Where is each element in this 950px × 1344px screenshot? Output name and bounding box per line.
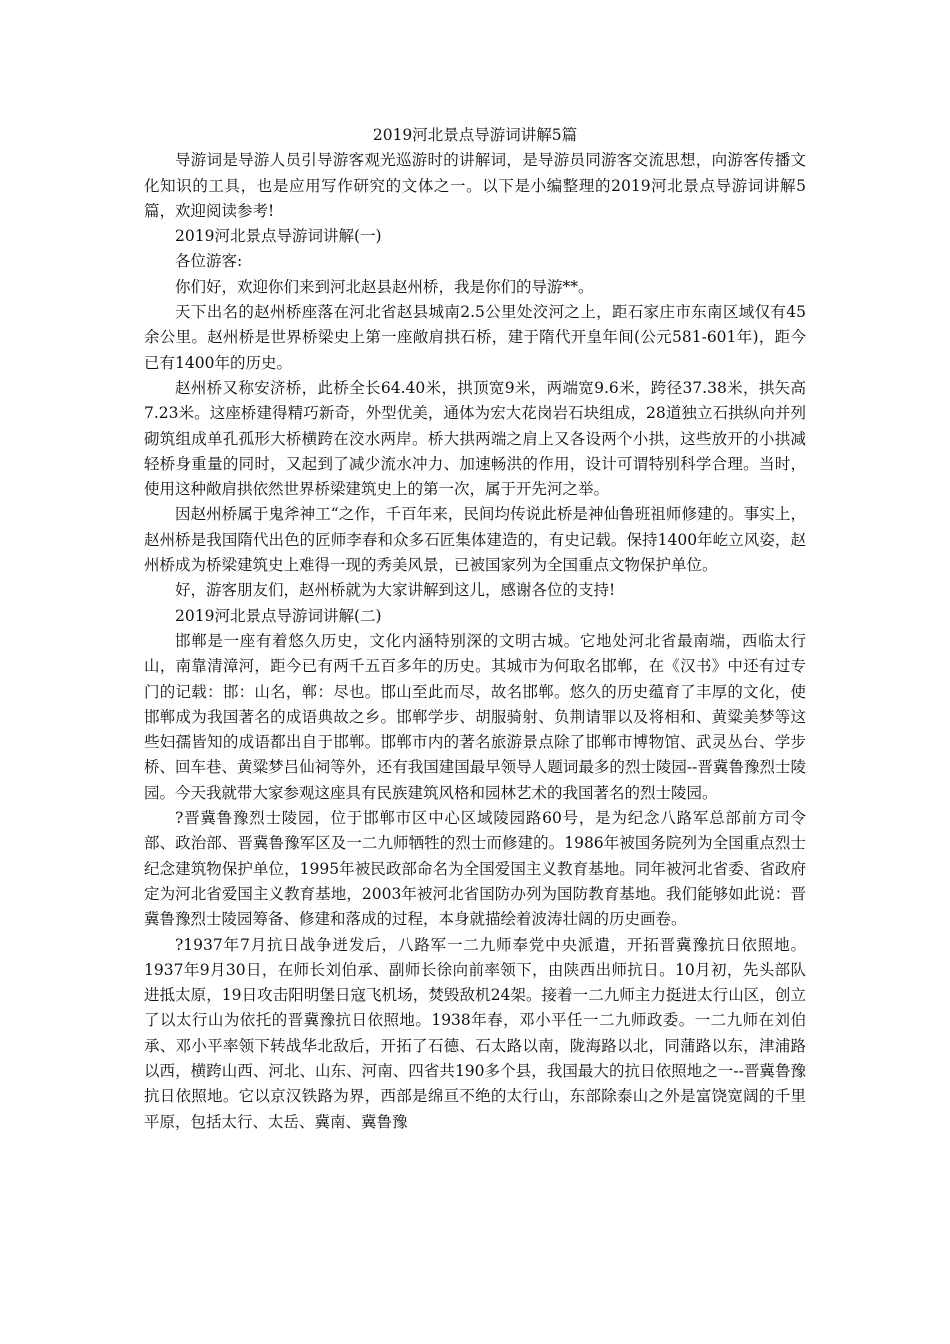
body-paragraph: 邯郸是一座有着悠久历史，文化内涵特别深的文明古城。它地处河北省最南端，西临太行山，南靠清漳河，距今已有两千五百多年的历史。其城市为何取名邯郸，在《汉书》中还有过专门的记载：邯：山名，郸：尽也。邯山至此而尽，故名邯郸。悠久的历史蕴育了丰厚的文化，使邯郸成为我国著名的成语典故之乡。邯郸学步、胡服骑射、负荆请罪以及将相和、黄粱美梦等这些妇孺皆知的成语都出自于邯郸。邯郸市内的著名旅游景点除了邯郸市博物馆、武灵丛台、学步桥、回车巷、黄粱梦吕仙祠等外，还有我国建国最早领导人题词最多的烈士陵园--晋冀鲁豫烈士陵园。今天我就带大家参观这座具有民族建筑风格和园林艺术的我国著名的烈士陵园。 [144, 631, 806, 802]
document-body [144, 123, 806, 1135]
document-title: 2019河北景点导游词讲解5篇 [372, 126, 578, 144]
body-paragraph: 好，游客朋友们，赵州桥就为大家讲解到这儿，感谢各位的支持! [175, 581, 616, 600]
section-heading-1: 2019河北景点导游词讲解(一) [175, 227, 382, 246]
body-paragraph: 因赵州桥属于鬼斧神工“之作，千百年来，民间均传说此桥是神仙鲁班祖师修建的。事实上，赵州桥是我国隋代出色的匠师李春和众多石匠集体建造的，有史记载。保持1400年屹立风姿，赵州桥成为桥梁建筑史上难得一现的秀美风景，已被国家列为全国重点文物保护单位。 [144, 505, 806, 575]
body-paragraph: 你们好，欢迎你们来到河北赵县赵州桥，我是你们的导游**。 [175, 277, 594, 296]
body-paragraph: 天下出名的赵州桥座落在河北省赵县城南2.5公里处洨河之上，距石家庄市东南区域仅有45余公里。赵州桥是世界桥梁史上第一座敞肩拱石桥，建于隋代开皇年间(公元581-601年)，距今已有1400年的历史。 [144, 303, 806, 372]
body-paragraph: ?1937年7月抗日战争迸发后，八路军一二九师奉党中央派遣，开拓晋冀豫抗日依照地。1937年9月30日，在师长刘伯承、副师长徐向前率领下，由陕西出师抗日。10月初，先头部队进抵太原，19日攻击阳明堡日寇飞机场，焚毁敌机24架。接着一二九师主力挺进太行山区，创立了以太行山为依托的晋冀豫抗日依照地。1938年春，邓小平任一二九师政委。一二九师在刘伯承、邓小平率领下转战华北敌后，开拓了石德、石太路以南，陇海路以北，同蒲路以东，津浦路以西，横跨山西、河北、山东、河南、四省共190多个县，我国最大的抗日依照地之一--晋冀鲁豫抗日依照地。它以京汉铁路为界，西部是绵亘不绝的太行山，东部除泰山之外是富饶宽阔的千里平原，包括太行、太岳、冀南、冀鲁豫 [144, 935, 806, 1131]
salutation: 各位游客: [175, 252, 243, 271]
section-heading-2: 2019河北景点导游词讲解(二) [175, 606, 382, 625]
body-paragraph: 赵州桥又称安济桥，此桥全长64.40米，拱顶宽9米，两端宽9.6米，跨径37.38米，拱矢高7.23米。这座桥建得精巧新奇，外型优美，通体为宏大花岗岩石块组成，28道独立石拱纵向并列砌筑组成单孔孤形大桥横跨在洨水两岸。桥大拱两端之肩上又各设两个小拱，这些放开的小拱减轻桥身重量的同时，又起到了减少流水冲力、加速畅洪的作用，设计可谓特别科学合理。当时，使用这种敞肩拱依然世界桥梁建筑史上的第一次，属于开先河之举。 [144, 378, 806, 499]
body-paragraph: ?晋冀鲁豫烈士陵园，位于邯郸市区中心区域陵园路60号，是为纪念八路军总部前方司令部、政治部、晋冀鲁豫军区及一二九师牺牲的烈士而修建的。1986年被国务院列为全国重点烈士纪念建筑物保护单位，1995年被民政部命名为全国爱国主义教育基地。同年被河北省委、省政府定为河北省爱国主义教育基地，2003年被河北省国防办列为国防教育基地。我们能够如此说：晋冀鲁豫烈士陵园筹备、修建和落成的过程，本身就描绘着波涛壮阔的历史画卷。 [144, 809, 806, 929]
intro-paragraph: 导游词是导游人员引导游客观光巡游时的讲解词，是导游员同游客交流思想，向游客传播文化知识的工具，也是应用写作研究的文体之一。以下是小编整理的2019河北景点导游词讲解5篇，欢迎阅读参考! [144, 151, 806, 220]
